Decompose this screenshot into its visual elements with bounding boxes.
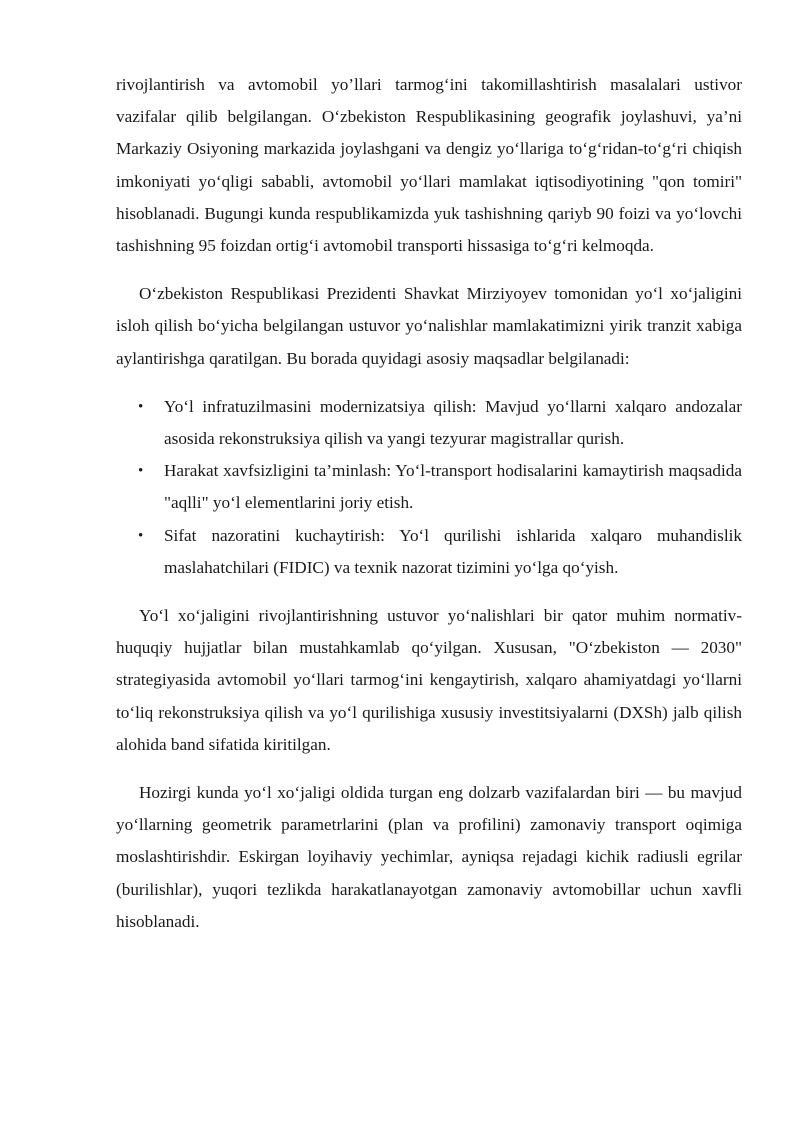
paragraph-3: Yo‘l xo‘jaligini rivojlantirishning ustuvor yo‘nalishlari bir qator muhim normativ-huquqiy hujjatlar bilan mustahkamlab qo‘yilgan. Xususan, "O‘zbekiston — 2030" strategiyasida avtomobil yo‘llari tarmog‘ini kengaytirish, xalqaro ahamiyatdagi yo‘llarni to‘liq rekonstruksiya qilish va yo‘l qurilishiga xususiy investitsiyalarni (DXSh) jalb qilish alohida band sifatida kiritilgan. bbox=[116, 606, 742, 754]
paragraph-4: Hozirgi kunda yo‘l xo‘jaligi oldida turgan eng dolzarb vazifalardan biri — bu mavjud yo‘llarning geometrik parametrlarini (plan va profilini) zamonaviy transport oqimiga moslashtirishdir. Eskirgan loyihaviy yechimlar, ayniqsa rejadagi kichik radiusli egrilar (burilishlar), yuqori tezlikda harakatlanayotgan zamonaviy avtomobillar uchun xavfli hisoblanadi. bbox=[116, 783, 742, 931]
list-item bbox=[116, 455, 742, 519]
bullet-list bbox=[116, 391, 742, 584]
list-item bbox=[116, 520, 742, 584]
bullet-icon: • bbox=[138, 527, 144, 544]
bullet-icon: • bbox=[138, 463, 144, 480]
list-item-text: Yo‘l infratuzilmasini modernizatsiya qilish: Mavjud yo‘llarni xalqaro andozalar asosida rekonstruksiya qilish va yangi tezyurar magistrallar qurish. bbox=[164, 396, 742, 449]
bullet-icon: • bbox=[138, 398, 144, 415]
list-item-text: Harakat xavfsizligini ta’minlash: Yo‘l-transport hodisalarini kamaytirish maqsadida "aqlli" yo‘l elementlarini joriy etish. bbox=[164, 461, 742, 513]
document-page bbox=[116, 69, 742, 938]
paragraph-1: rivojlantirish va avtomobil yo’llari tarmog‘ini takomillashtirish masalalari ustivor vazifalar qilib belgilangan. O‘zbekiston Respublikasining geografik joylashuvi, ya’ni Markaziy Osiyoning markazida joylashgani va dengiz yo‘llariga to‘g‘ridan-to‘g‘ri chiqish imkoniyati yo‘qligi sababli, avtomobil yo‘llari mamlakat iqtisodiyotining "qon tomiri" hisoblanadi. Bugungi kunda respublikamizda yuk tashishning qariyb 90 foizi va yo‘lovchi tashishning 95 foizdan ortig‘i avtomobil transporti hissasiga to‘g‘ri kelmoqda. bbox=[116, 75, 742, 256]
list-item bbox=[116, 391, 742, 455]
list-item-text: Sifat nazoratini kuchaytirish: Yo‘l qurilishi ishlarida xalqaro muhandislik maslahatchilari (FIDIC) va texnik nazorat tizimini yo‘lga qo‘yish. bbox=[164, 525, 742, 577]
paragraph-2: O‘zbekiston Respublikasi Prezidenti Shavkat Mirziyoyev tomonidan yo‘l xo‘jaligini isloh qilish bo‘yicha belgilangan ustuvor yo‘nalishlar mamlakatimizni yirik tranzit xabiga aylantirishga qaratilgan. Bu borada quyidagi asosiy maqsadlar belgilanadi: bbox=[116, 284, 742, 368]
